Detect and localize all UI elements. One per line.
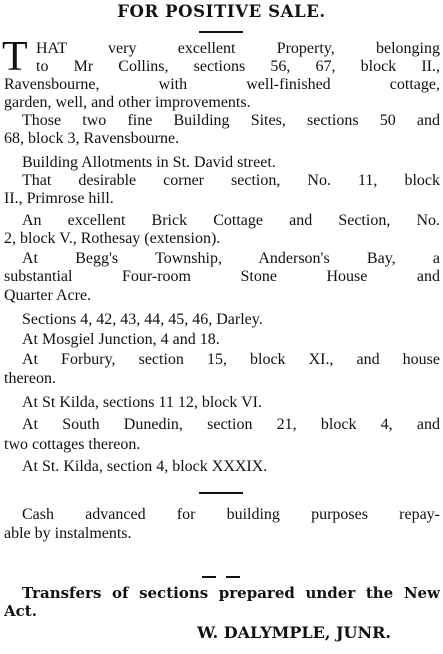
text-line: thereon. — [4, 370, 56, 387]
text-line: Transfers of sections prepared under the New — [22, 585, 440, 602]
text-line: At South Dunedin, section 21, block 4, and — [22, 416, 440, 433]
text-line: to Mr Collins, sections 56, 67, block II., — [36, 58, 440, 75]
text-line: At St. Kilda, section 4, block XXXIX. — [22, 458, 268, 475]
text-line: Act. — [4, 603, 37, 620]
text-line: At Begg's Township, Anderson's Bay, a — [22, 250, 440, 267]
text-line: able by instalments. — [4, 525, 132, 542]
text-line: Building Allotments in St. David street. — [22, 154, 276, 171]
drop-cap: T — [2, 34, 28, 80]
text-line: At St Kilda, sections 11 12, block VI. — [22, 394, 262, 411]
text-line: At Mosgiel Junction, 4 and 18. — [22, 331, 220, 348]
divider-dash-right — [226, 576, 240, 578]
text-line: Those two fine Building Sites, sections 50 and — [22, 112, 440, 129]
text-line: Cash advanced for building purposes repay- — [22, 506, 440, 523]
text-line: At Forbury, section 15, block XI., and house — [22, 351, 440, 368]
text-line: garden, well, and other improvements. — [4, 94, 251, 111]
text-line: 2, block V., Rothesay (extension). — [4, 230, 221, 247]
text-line: Sections 4, 42, 43, 44, 45, 46, Darley. — [22, 311, 263, 328]
text-line: II., Primrose hill. — [4, 190, 114, 207]
text-line: An excellent Brick Cottage and Section, No. — [22, 212, 440, 229]
text-line: two cottages thereon. — [4, 436, 141, 453]
divider-middle — [199, 492, 243, 494]
text-line: Quarter Acre. — [4, 287, 92, 304]
text-line: Ravensbourne, with well-finished cottage, — [4, 76, 440, 93]
divider-top — [199, 31, 243, 33]
ad-heading: FOR POSITIVE SALE. — [117, 2, 326, 21]
divider-dash-left — [202, 576, 216, 578]
text-line: substantial Four-room Stone House and — [4, 268, 440, 285]
text-line: HAT very excellent Property, belonging — [36, 40, 440, 57]
text-line: 68, block 3, Ravensbourne. — [4, 130, 180, 147]
signature: W. DALYMPLE, JUNR. — [197, 623, 391, 642]
text-line: That desirable corner section, No. 11, block — [22, 172, 440, 189]
